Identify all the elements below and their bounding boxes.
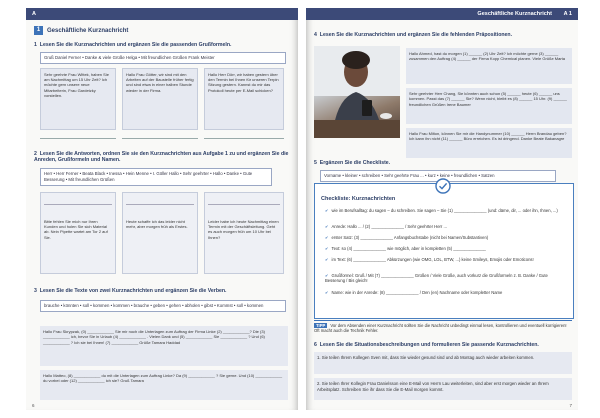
exercise-3-message: Hallo Frau Skrypzak, (0) ____________ Sie mir noch die Unterlagen zum Auftrag der Firma Linke (2) ____________? Die (3) ____________ ich, bevor Sie in Urlaub (4) ____________ . Vielen Dank und (5) ____________ Sie ____________ ? Und (6) ____________ ? Ich sie bei Ihnen! (7) ____________ Grüße Tamara Haddad — [40, 326, 288, 366]
exercise-2-answer-text: Leider habe ich heute Nachmittag einen Termin mit der Geschäftsleitung. Geht es auch morgen früh um 10 Uhr bei Ihnen? — [208, 219, 279, 240]
exercise-5-wordbox: Vorname • kleiner • schreiben • Sehr geehrte Frau ... • kurz • keine • freundlichen • Satzen — [320, 170, 556, 182]
tip-box — [314, 320, 572, 337]
checkmark-circle-icon — [435, 178, 451, 194]
answer-line[interactable] — [40, 138, 116, 139]
situation-description: 1. Sie teilen Ihrem Kollegen Sven mit, dass Sie wieder gesund sind und ab Montag auch wieder arbeiten kommen. — [314, 352, 572, 374]
photo-illustration — [314, 46, 400, 138]
exercise-1-instruction — [34, 42, 290, 48]
exercise-4-message: Hallo Frau Milton, können Sie mir die Handynummer (10) ______ Herrn Brandau geben? Ich kann ihn nicht (11) ______ Büro erreichen. Es ist dringend. Danke Beate Bakanagre — [406, 128, 572, 158]
right-header-bar — [306, 8, 578, 20]
exercise-2-text: Lesen Sie die Antworten, ordnen Sie sie den Kurznachrichten aus Aufgabe 1 zu und ergänzen Sie die Anreden, Grußformeln und Namen. — [34, 151, 289, 163]
checklist-item-text: wie im Berufsalltag: du sagen – du schreiben. Sie sagen – Sie (1) ______________ (und: däme, dir, ... oder ihn, Ihnen, ...) — [331, 208, 558, 213]
exercise-2-instruction — [34, 151, 290, 163]
answer-line[interactable] — [204, 138, 284, 139]
checklist-item-text: im Text: (6) ______________ Abkürzungen (wie OMG, LOL, BTW, ...) keine Smileys, Emojis oder Emoticons! — [331, 257, 534, 262]
checklist-item — [325, 235, 565, 240]
exercise-2-number: 2 — [34, 151, 37, 157]
exercise-1-text: Lesen Sie die Kurznachrichten und ergänzen Sie die passenden Grußformeln. — [39, 42, 232, 48]
exercise-1-number: 1 — [34, 42, 37, 48]
check-icon: ✔ — [325, 208, 329, 213]
checklist-box — [314, 183, 574, 319]
section-title: Geschäftliche Kurznachricht — [47, 28, 129, 35]
chapter-letter: A — [32, 11, 36, 17]
check-icon: ✔ — [325, 290, 329, 295]
exercise-2-answer-card — [40, 192, 116, 274]
unit-label: A 1 — [563, 11, 572, 17]
checklist-item — [325, 290, 565, 295]
exercise-3-message: Hallo Matteo, (8) ____________ du mit die Unterlagen zum Auftrag Linke? Da (9) ____________ ? Sie gerne. Und (10) ____________ du vorbei oder (12) ____________ ich sie? Gruß Tamara — [40, 370, 288, 400]
chapter-title: Geschäftliche Kurznachricht — [477, 11, 552, 17]
exercise-1-wordbox: Gruß Daniel Ferner • Danke & viele Grüße Helga • Mit freundlichen Grüßen Frank Meister — [40, 52, 286, 64]
check-icon: ✔ — [325, 235, 329, 240]
exercise-6-number: 6 — [314, 342, 317, 348]
tip-text: Vor dem Absenden einer Kurznachricht sollten Sie die Nachricht unbedingt einmal lesen, kontrollieren und eventuell korrigieren! Oft macht auch die Technik Fehler. — [314, 323, 567, 333]
exercise-6-instruction — [314, 342, 570, 348]
checklist-item — [325, 257, 565, 262]
tip-label: TIPP — [316, 323, 326, 328]
check-icon: ✔ — [325, 246, 329, 251]
exercise-3-instruction — [34, 288, 290, 294]
checklist-item-text: Name: wie in der Anrede: (8) ______________ / Den (en) Nachname oder kompletter Name — [331, 290, 503, 295]
exercise-6-text: Lesen Sie die Situationsbeschreibungen und formulieren Sie passende Kurznachrichten. — [319, 342, 539, 348]
exercise-1-message-card: Hallo Herr Dörr, wir haben gestern über den Termin bei Ihnen für unseren Terpin Sitzung gestern. Kannst du mir das Protokoll heute per E-Mail schicken? — [204, 68, 284, 130]
woman-with-smartphone-photo — [314, 46, 400, 138]
checklist-item — [325, 273, 565, 283]
page-number-right: 7 — [569, 403, 572, 408]
exercise-4-number: 4 — [314, 32, 317, 38]
checklist-item-text: Grußformel: Gruß / Mit (7) ______________ Grüßen / Viele Grüße, auch vorkurz die Grußformeln z. B. Danke / Gute Besserung / Bis gleich! — [325, 273, 548, 283]
exercise-4-message: Sehr geehrter Herr Chang, Sie könnten auch schon (5) ______ heute (6) ______ uns kommen. Passt das (7) ______ Sie? Wenn nicht, bleibt es (8) ______ 15 Uhr. (9) ______ freundlichen Grüßen Irene Baumer — [406, 88, 572, 124]
exercise-5-instruction — [314, 160, 570, 166]
exercise-2-answer-text: Bitte fehlen Sie mich nur Ihren Kunden und holen Sie sich Material ab. Nein Pipette wartet am Tor 2 auf Sie. — [44, 219, 108, 240]
exercise-1-message-card: Sehr geehrte Frau Wittek, haben Sie am Nachmittag um 15 Uhr Zeit? Ich möchte gern unsere neue Mitarbeiterin, Frau Gardetzky vorstellen. — [40, 68, 116, 130]
checklist-item-text: erster Satz: (3) ______________ Anfangsbuchstabe (nicht bei Namen/Substantiven) — [331, 235, 489, 240]
exercise-4-instruction — [314, 32, 570, 38]
exercise-2-answer-text: Heute schaffe ich das leider nicht mehr, aber morgen früh als Erstes. — [126, 219, 188, 230]
open-workbook — [26, 8, 578, 413]
checklist-item-text: Anrede: Hallo ... / (2) ______________ / Sehr geehrter Herr ... — [331, 224, 447, 229]
left-header-bar — [26, 8, 298, 20]
check-icon: ✔ — [325, 224, 329, 229]
exercise-3-wordbox: brauche • könnten • soll • kommen • kommen • brauche • geben • gehen • abholen • gibst • Kommst • soll • kommen — [40, 300, 286, 312]
exercise-4-message: Hallo Ahmed, hast du morgen (1) ______ (2) Uhr Zeit? Ich möchte gerne (3) ______ zusammen den Auftrag (4) ______ der Firma Kopp Chemical planen. Viele Grüße Marta — [406, 48, 572, 84]
exercise-4-text: Lesen Sie die Kurznachrichten und ergänzen Sie die fehlenden Präpositionen. — [319, 32, 513, 38]
check-icon: ✔ — [325, 257, 329, 262]
exercise-1-message-card: Hallo Frau Götter, wir sind mit den Arbeiten auf der Baustelle früher fertig und sind etwa in einer halben Stunde wieder in der Firma. — [122, 68, 198, 130]
answer-line[interactable] — [122, 138, 198, 139]
right-page — [306, 8, 578, 410]
page-number-left: 6 — [32, 403, 35, 408]
section-heading — [34, 26, 292, 35]
checklist-title: Checkliste: Kurznachrichten — [321, 196, 396, 202]
checklist-item — [325, 246, 565, 251]
exercise-2-answer-card — [204, 192, 284, 274]
left-page — [26, 8, 298, 410]
section-number-badge: 1 — [34, 26, 43, 35]
exercise-2-wordbox: Herr • Herr Ferner • Beata Black • Inessa • Hein Menne • I. Göller Hallo • Sehr geehrter • Hallo • Danke • Gute Besserung • Mit freundlichen Grüßen — [40, 168, 272, 186]
exercise-3-text: Lesen Sie die Texte von zwei Kurznachrichten und ergänzen Sie die Verben. — [39, 288, 227, 294]
exercise-5-number: 5 — [314, 160, 317, 166]
check-icon: ✔ — [325, 273, 329, 278]
exercise-2-answer-card — [122, 192, 198, 274]
checklist-item — [325, 224, 565, 229]
exercise-3-number: 3 — [34, 288, 37, 294]
situation-description: 2. Sie teilen Ihrer Kollegin Frau Danielsson eine E-Mail von Herrn Lau weiterleiten, sind aber erst morgen wieder an Ihrem Arbeitsplatz. Schreiben Sie ihr dass Sie die E-Mail morgen kommt. — [314, 378, 572, 400]
checklist-item — [325, 208, 565, 213]
checklist-item-text: Text: so (4) ______________ wie möglich, aber in kompletten (5) ______________ — [331, 246, 486, 251]
exercise-5-text: Ergänzen Sie die Checkliste. — [319, 160, 391, 166]
